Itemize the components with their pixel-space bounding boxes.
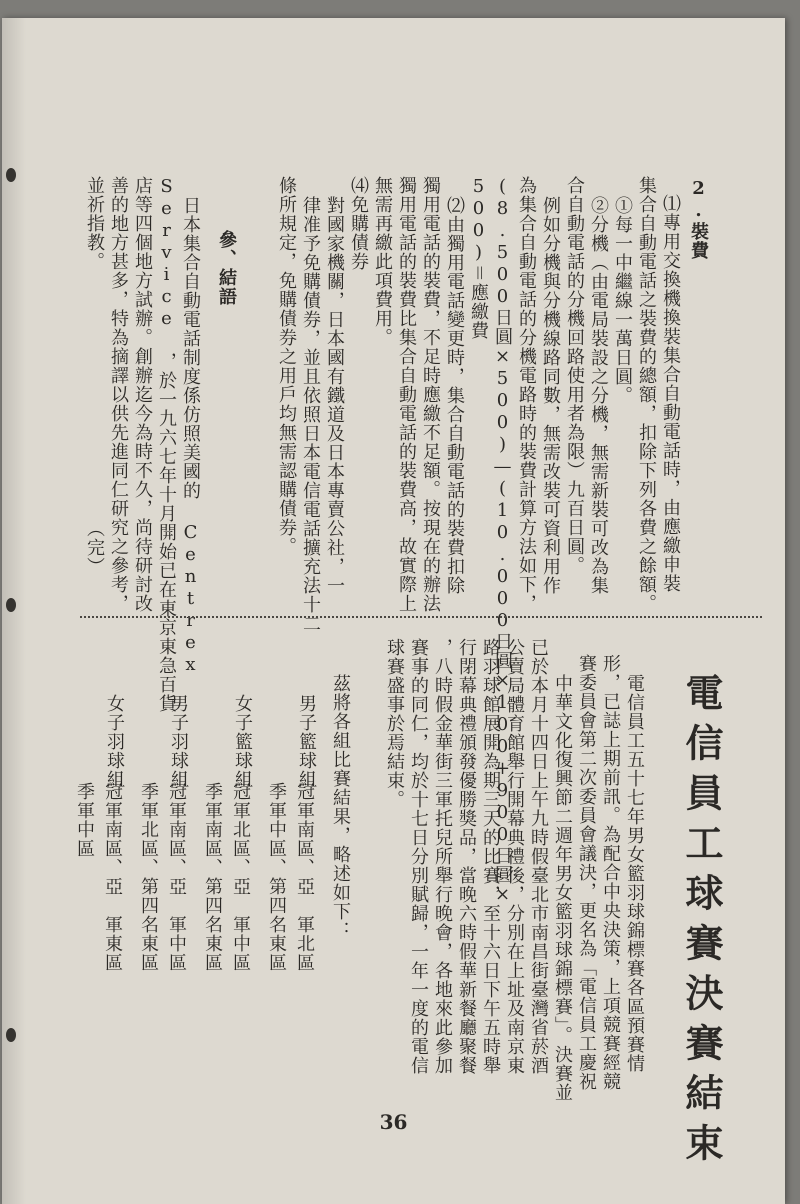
body-line: 條所規定，免購債券之用戶均無需認購債券。 <box>276 176 297 556</box>
body-line: 無需再繳此項費用。 <box>372 176 393 347</box>
body-line: 日本集合自動電話制度係仿照美國的 Centrex <box>180 196 201 676</box>
team-result: 季軍中區、第四名東區 <box>266 782 287 972</box>
body-line: (8.500日圓×500)—(10.000日圓×100+900日圓× <box>492 176 513 906</box>
team-result: 季軍南區、第四名東區 <box>202 782 223 972</box>
body-line: 已於本月十四日上午九時假臺北市南昌街臺灣省菸酒 <box>528 638 549 1075</box>
body-line: 律准予免購債券，並且依照日本電信電話擴充法十二 <box>300 196 321 633</box>
body-line: ⑷免購債券 <box>348 176 369 271</box>
body-line: 賽事的同仁，均於十七日分別賦歸，一年一度的電信 <box>408 638 429 1075</box>
team-result: 冠軍南區、亞 軍中區 <box>166 782 187 972</box>
body-line: 球賽盛事於焉結束。 <box>384 638 405 809</box>
team-category: 女子羽球組 <box>104 694 125 789</box>
body-line: 店等四個地方試辦。創辦迄今為時不久，尚待研討改 <box>132 176 153 613</box>
binding-hole <box>6 168 16 182</box>
team-result: 季軍北區、第四名東區 <box>138 782 159 972</box>
conclusion-heading: 參、結語 <box>216 230 237 306</box>
team-category: 女子籃球組 <box>232 694 253 789</box>
body-line: ⑴專用交換機換裝集合自動電話時，由應繳申裝 <box>660 194 681 593</box>
body-line: ②分機（由電局裝設之分機，無需新裝可改為集 <box>588 196 609 595</box>
team-result: 季軍中區 <box>74 782 95 858</box>
body-line: 路羽球館展開為期三天的比賽，至十六日下午五時舉 <box>480 638 501 1075</box>
page-number: 36 <box>379 1110 408 1134</box>
body-line: 電信員工五十七年男女籃羽球錦標賽各區預賽情 <box>624 674 645 1073</box>
section-divider <box>80 616 762 618</box>
body-line: 合自動電話的分機回路使用者為限）九百日圓。 <box>564 176 585 575</box>
body-line: 善的地方甚多，特為摘譯以供先進同仁研究之參考， <box>108 176 129 613</box>
team-category: 男子籃球組 <box>296 694 317 789</box>
body-line: 獨用電話的裝費，不足時應繳不足額。按現在的辦法 <box>420 176 441 613</box>
body-line: 對國家機關，日本國有鐵道及日本專賣公社，一 <box>324 196 345 595</box>
document-page <box>2 18 785 1204</box>
team-result: 冠軍南區、亞 軍北區 <box>294 782 315 972</box>
body-line: 公賣局體育館舉行開幕典禮後，分別在上址及南京東 <box>504 638 525 1075</box>
body-line: ①每一中繼線一萬日圓。 <box>612 196 633 405</box>
team-category: 男子羽球組 <box>168 694 189 789</box>
body-line: 例如分機與分機線路同數，無需改裝可資利用作 <box>540 196 561 595</box>
binding-hole <box>6 1028 16 1042</box>
section-heading: 2.裝費 <box>688 178 709 260</box>
body-line: 集合自動電話之裝費的總額，扣除下列各費之餘額。 <box>636 176 657 613</box>
body-line: 中華文化復興節二週年男女籃羽球錦標賽」。決賽並 <box>552 674 573 1102</box>
team-result: 冠軍南區、亞 軍東區 <box>102 782 123 972</box>
body-line: 獨用電話的裝費比集合自動電話的裝費高，故實際上 <box>396 176 417 613</box>
body-line: 500)＝應繳費 <box>468 176 489 340</box>
body-line: Service ，於一九六七年十月開始已在東京東急百貨 <box>156 176 177 713</box>
body-line: 賽委員會第二次委員會議決，更名為「電信員工慶祝 <box>576 654 597 1091</box>
body-line: 並祈指教。 （完） <box>84 176 105 576</box>
body-line: ，八時假金華街三軍托兒所舉行晚會，各地來此參加 <box>432 638 453 1075</box>
body-line: 為集合自動電話的分機電路時的裝費計算方法如下， <box>516 176 537 613</box>
body-line: ⑵由獨用電話變更時，集合自動電話的裝費扣除 <box>444 196 465 595</box>
binding-hole <box>6 598 16 612</box>
article-title: 電信員工球賽決賽結束 <box>679 673 724 1173</box>
body-line: 形，已誌上期前訊。為配合中央決策，上項競賽經競 <box>600 654 621 1091</box>
body-line: 行閉幕典禮頒發優勝獎品，當晚六時假華新餐廳聚餐 <box>456 638 477 1075</box>
team-result: 冠軍北區、亞 軍中區 <box>230 782 251 972</box>
body-line: 茲將各組比賽結果，略述如下： <box>330 674 351 940</box>
